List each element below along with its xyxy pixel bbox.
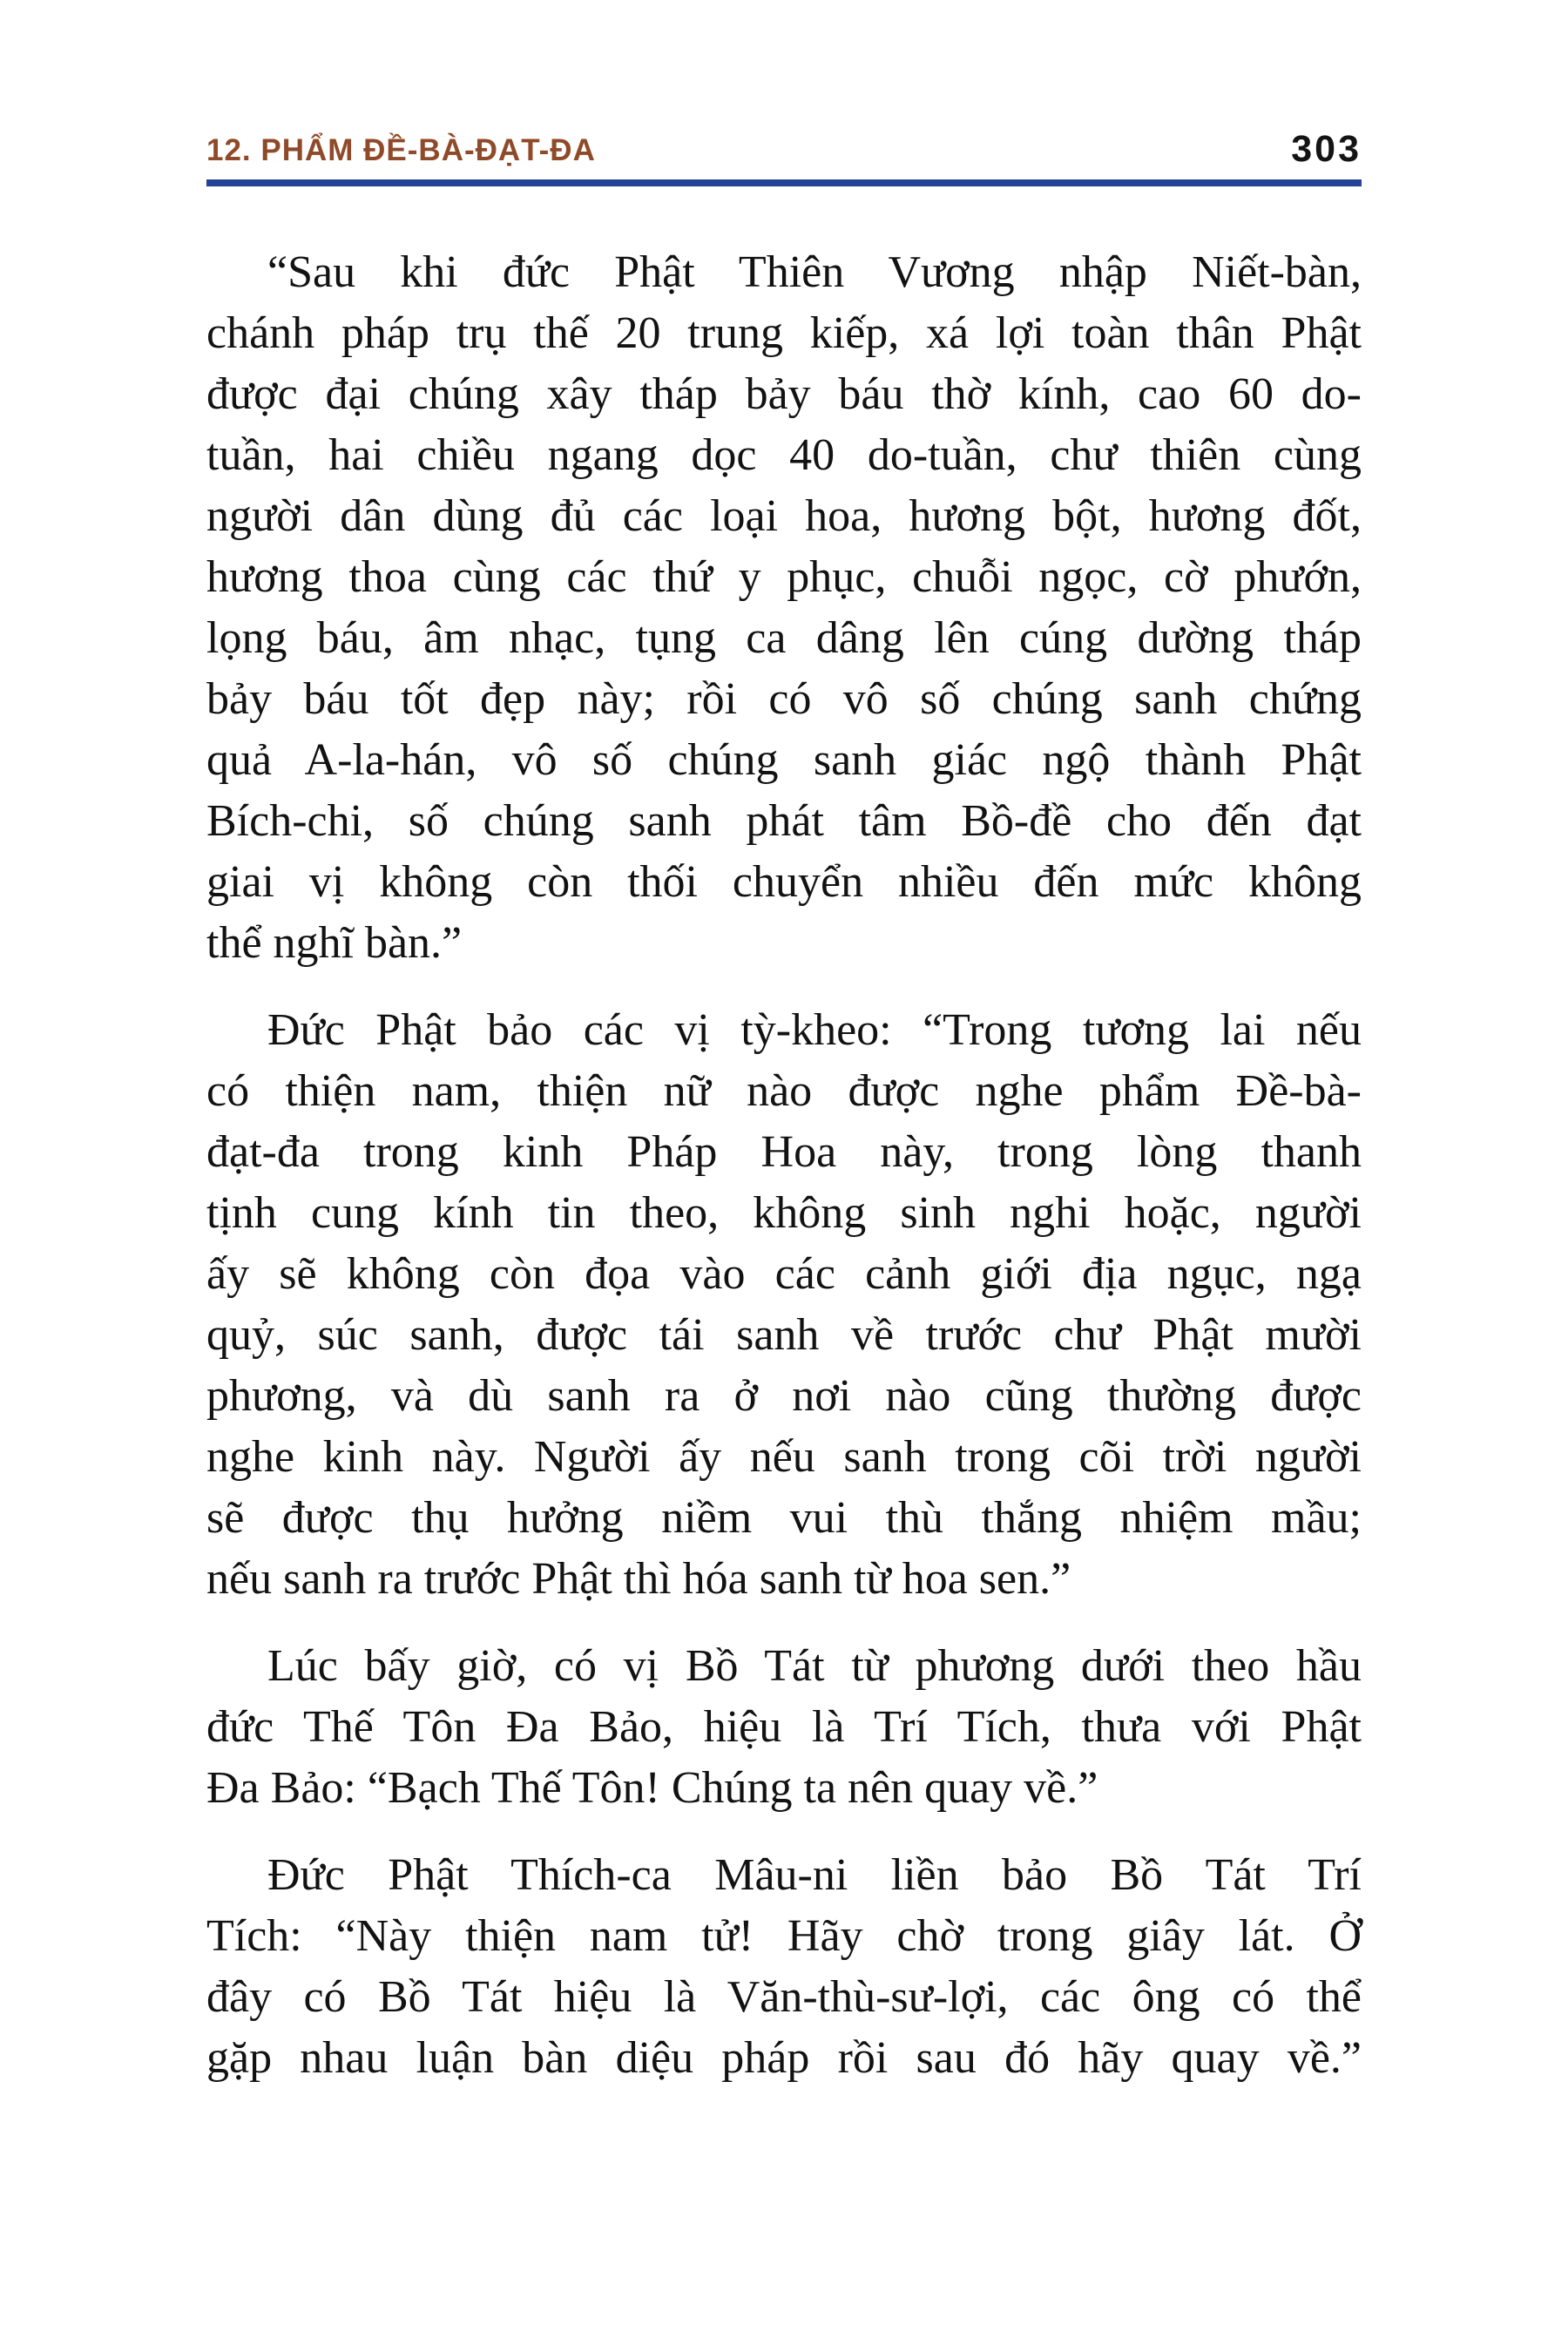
text-line: Đức Phật bảo các vị tỳ-kheo: “Trong tương lai nếu	[267, 1005, 1362, 1055]
body-text	[206, 242, 1362, 2089]
text-line: được đại chúng xây tháp bảy báu thờ kính, cao 60 do-	[206, 369, 1362, 419]
text-line: nghe kinh này. Người ấy nếu sanh trong cõi trời người	[206, 1432, 1362, 1482]
text-line: Đa Bảo: “Bạch Thế Tôn! Chúng ta nên quay về.”	[206, 1763, 1098, 1813]
text-line: Lúc bấy giờ, có vị Bồ Tát từ phương dưới theo hầu	[267, 1641, 1362, 1691]
text-line: đức Thế Tôn Đa Bảo, hiệu là Trí Tích, thưa với Phật	[206, 1702, 1362, 1752]
text-line: đây có Bồ Tát hiệu là Văn-thù-sư-lợi, các ông có thể	[206, 1972, 1362, 2022]
text-line: Tích: “Này thiện nam tử! Hãy chờ trong giây lát. Ở	[206, 1911, 1362, 1961]
text-line: quả A-la-hán, vô số chúng sanh giác ngộ thành Phật	[206, 735, 1362, 785]
text-line: đạt-đa trong kinh Pháp Hoa này, trong lòng thanh	[206, 1127, 1362, 1177]
text-line: có thiện nam, thiện nữ nào được nghe phẩm Đề-bà-	[206, 1066, 1362, 1116]
paragraph	[206, 1000, 1362, 1610]
page-header	[206, 128, 1362, 170]
text-line: Đức Phật Thích-ca Mâu-ni liền bảo Bồ Tát Trí	[267, 1850, 1362, 1900]
text-line: giai vị không còn thối chuyển nhiều đến mức không	[206, 857, 1362, 907]
text-line: phương, và dù sanh ra ở nơi nào cũng thường được	[206, 1371, 1362, 1421]
book-page	[206, 0, 1362, 2089]
text-line: tuần, hai chiều ngang dọc 40 do-tuần, chư thiên cùng	[206, 430, 1362, 480]
text-line: bảy báu tốt đẹp này; rồi có vô số chúng sanh chứng	[206, 674, 1362, 724]
text-line: hương thoa cùng các thứ y phục, chuỗi ngọc, cờ phướn,	[206, 552, 1362, 602]
paragraph	[206, 242, 1362, 974]
page-number: 303	[1291, 128, 1362, 170]
text-line: ấy sẽ không còn đọa vào các cảnh giới địa ngục, ngạ	[206, 1249, 1362, 1299]
text-line: gặp nhau luận bàn diệu pháp rồi sau đó hãy quay về.”	[206, 2033, 1362, 2083]
text-line: Bích-chi, số chúng sanh phát tâm Bồ-đề cho đến đạt	[206, 796, 1362, 846]
text-line: thể nghĩ bàn.”	[206, 918, 463, 968]
paragraph	[206, 1845, 1362, 2089]
chapter-title: 12. PHẨM ĐỀ-BÀ-ĐẠT-ĐA	[206, 133, 596, 167]
text-line: quỷ, súc sanh, được tái sanh về trước chư Phật mười	[206, 1310, 1362, 1360]
header-divider-rule	[206, 179, 1362, 186]
text-line: “Sau khi đức Phật Thiên Vương nhập Niết-bàn,	[267, 247, 1362, 297]
text-line: lọng báu, âm nhạc, tụng ca dâng lên cúng dường tháp	[206, 613, 1362, 663]
text-line: tịnh cung kính tin theo, không sinh nghi hoặc, người	[206, 1188, 1362, 1238]
text-line: sẽ được thụ hưởng niềm vui thù thắng nhiệm mầu;	[206, 1493, 1362, 1543]
paragraph	[206, 1636, 1362, 1819]
text-line: nếu sanh ra trước Phật thì hóa sanh từ hoa sen.”	[206, 1554, 1071, 1604]
text-line: chánh pháp trụ thế 20 trung kiếp, xá lợi toàn thân Phật	[206, 308, 1362, 358]
text-line: người dân dùng đủ các loại hoa, hương bột, hương đốt,	[206, 491, 1362, 541]
